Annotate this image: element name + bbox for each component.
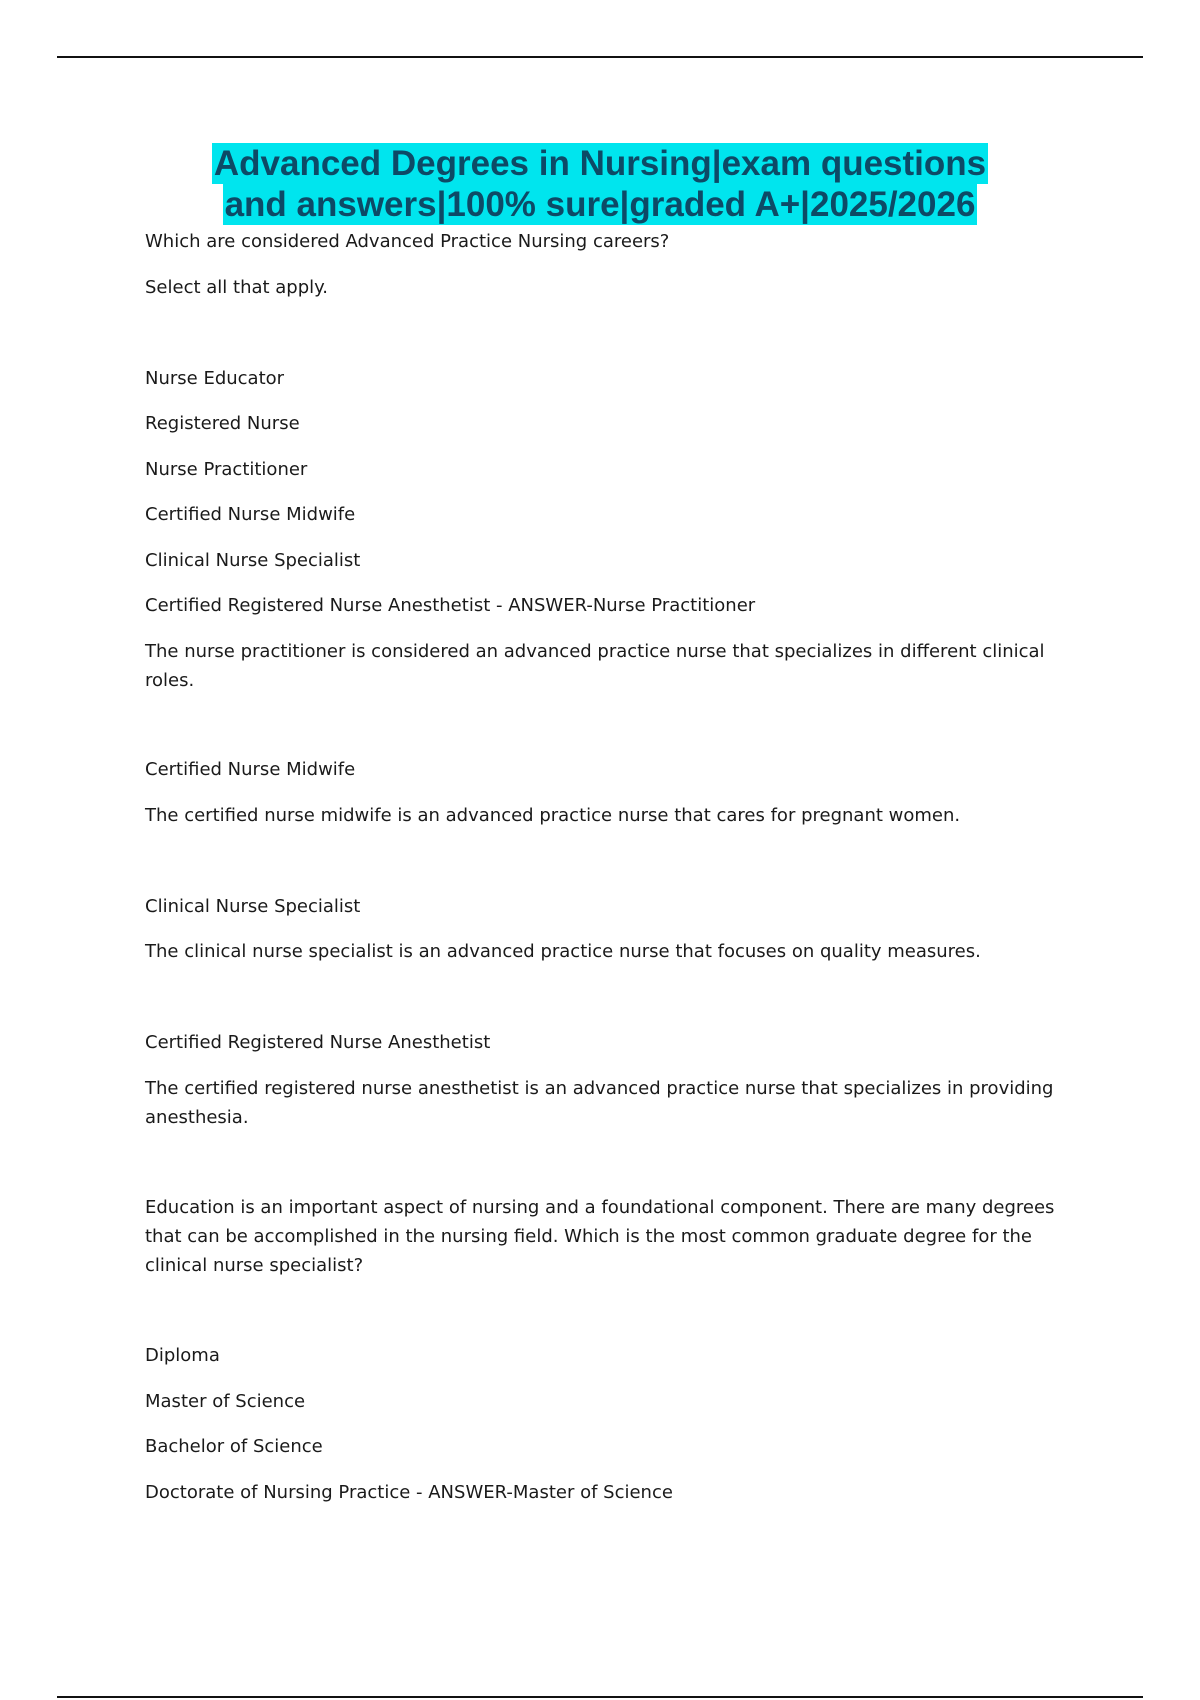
- q1-option: Registered Nurse: [145, 413, 300, 434]
- explanation-heading: Clinical Nurse Specialist: [145, 896, 361, 917]
- q1-option-with-answer: Certified Registered Nurse Anesthetist - ANSWER-Nurse Practitioner: [145, 595, 756, 616]
- title-line-2: and answers|100% sure|graded A+|2025/2026: [224, 185, 976, 224]
- explanation-text: The clinical nurse specialist is an advanced practice nurse that focuses on quality measures.: [145, 941, 981, 962]
- explanation-heading: Certified Registered Nurse Anesthetist: [145, 1032, 491, 1053]
- q1-option: Nurse Educator: [145, 368, 285, 389]
- q1-option: Nurse Practitioner: [145, 459, 308, 480]
- q1-option: Clinical Nurse Specialist: [145, 550, 361, 571]
- q1-option: Certified Nurse Midwife: [145, 504, 356, 525]
- question-1-instruction: Select all that apply.: [145, 277, 328, 298]
- q2-option: Diploma: [145, 1345, 220, 1366]
- q2-option: Master of Science: [145, 1391, 306, 1412]
- top-rule: [57, 56, 1143, 58]
- document-title: [0, 143, 1200, 225]
- explanation-heading: Certified Nurse Midwife: [145, 759, 356, 780]
- bottom-rule: [57, 1696, 1143, 1698]
- question-1: Which are considered Advanced Practice Nursing careers?: [145, 231, 670, 252]
- explanation-text: The certified registered nurse anesthetist is an advanced practice nurse that specializes in providing anesthesia.: [145, 1078, 1054, 1128]
- explanation-text: The nurse practitioner is considered an advanced practice nurse that specializes in different clinical roles.: [145, 641, 1045, 691]
- q2-option-with-answer: Doctorate of Nursing Practice - ANSWER-Master of Science: [145, 1482, 673, 1503]
- q2-option: Bachelor of Science: [145, 1436, 323, 1457]
- explanation-text: The certified nurse midwife is an advanced practice nurse that cares for pregnant women.: [145, 805, 961, 826]
- question-2: Education is an important aspect of nursing and a foundational component. There are many degrees that can be accomplished in the nursing field. Which is the most common graduate degree for the clinical nurse specialist?: [145, 1197, 1055, 1276]
- title-line-1: Advanced Degrees in Nursing|exam questions: [213, 144, 987, 183]
